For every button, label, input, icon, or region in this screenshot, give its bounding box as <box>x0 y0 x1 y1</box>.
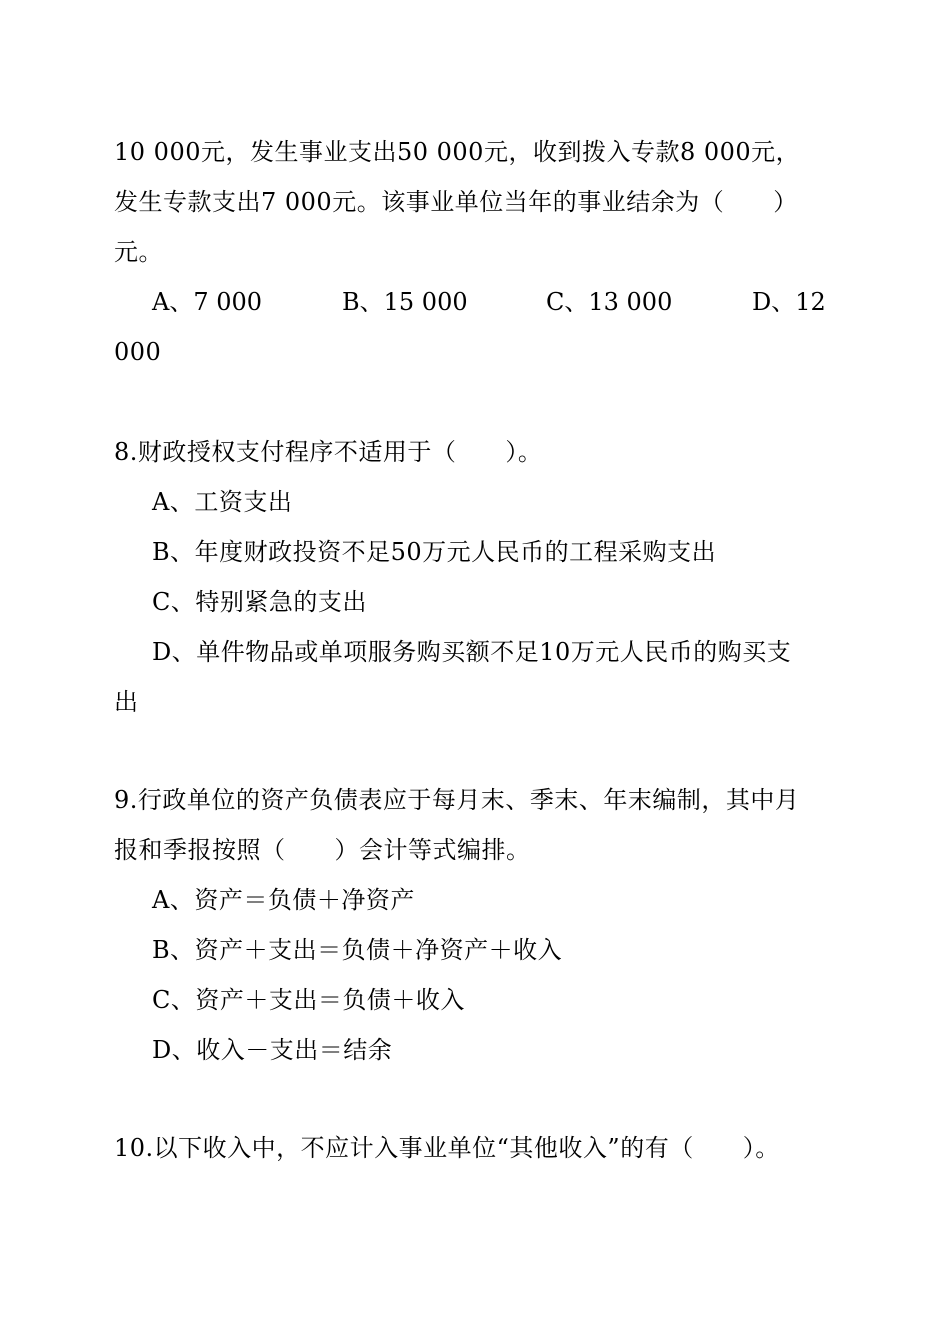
q9-option-b: B、资产＋支出＝负债＋净资产＋收入 <box>152 936 563 964</box>
q8-option-d: D、单件物品或单项服务购买额不足10万元人民币的购买支 <box>152 638 792 666</box>
q9-option-c: C、资产＋支出＝负债＋收入 <box>152 986 465 1014</box>
q7-line-1: 10 000元，发生事业支出50 000元，收到拨入专款8 000元， <box>114 138 801 166</box>
q7-line-3: 元。 <box>114 238 163 266</box>
q7-line-2: 发生专款支出7 000元。该事业单位当年的事业结余为（ ） <box>114 188 798 216</box>
q7-option-d: D、12 <box>752 288 826 316</box>
q8-option-d-wrap: 出 <box>114 688 139 716</box>
q7-option-d-wrap: 000 <box>114 338 162 366</box>
q9-line-1: 9.行政单位的资产负债表应于每月末、季末、年末编制，其中月 <box>114 786 800 814</box>
q7-option-b: B、15 000 <box>342 288 468 316</box>
q8-option-c: C、特别紧急的支出 <box>152 588 367 616</box>
q9-line-2: 报和季报按照（ ）会计等式编排。 <box>114 836 531 864</box>
q7-option-a: A、7 000 <box>152 288 263 316</box>
q10-stem: 10.以下收入中，不应计入事业单位“其他收入”的有（ ）。 <box>114 1134 780 1162</box>
q9-option-d: D、收入－支出＝结余 <box>152 1036 393 1064</box>
q8-stem: 8.财政授权支付程序不适用于（ ）。 <box>114 438 543 466</box>
q9-option-a: A、资产＝负债＋净资产 <box>152 886 415 914</box>
q8-option-a: A、工资支出 <box>152 488 293 516</box>
q8-option-b: B、年度财政投资不足50万元人民币的工程采购支出 <box>152 538 717 566</box>
q7-option-c: C、13 000 <box>546 288 673 316</box>
